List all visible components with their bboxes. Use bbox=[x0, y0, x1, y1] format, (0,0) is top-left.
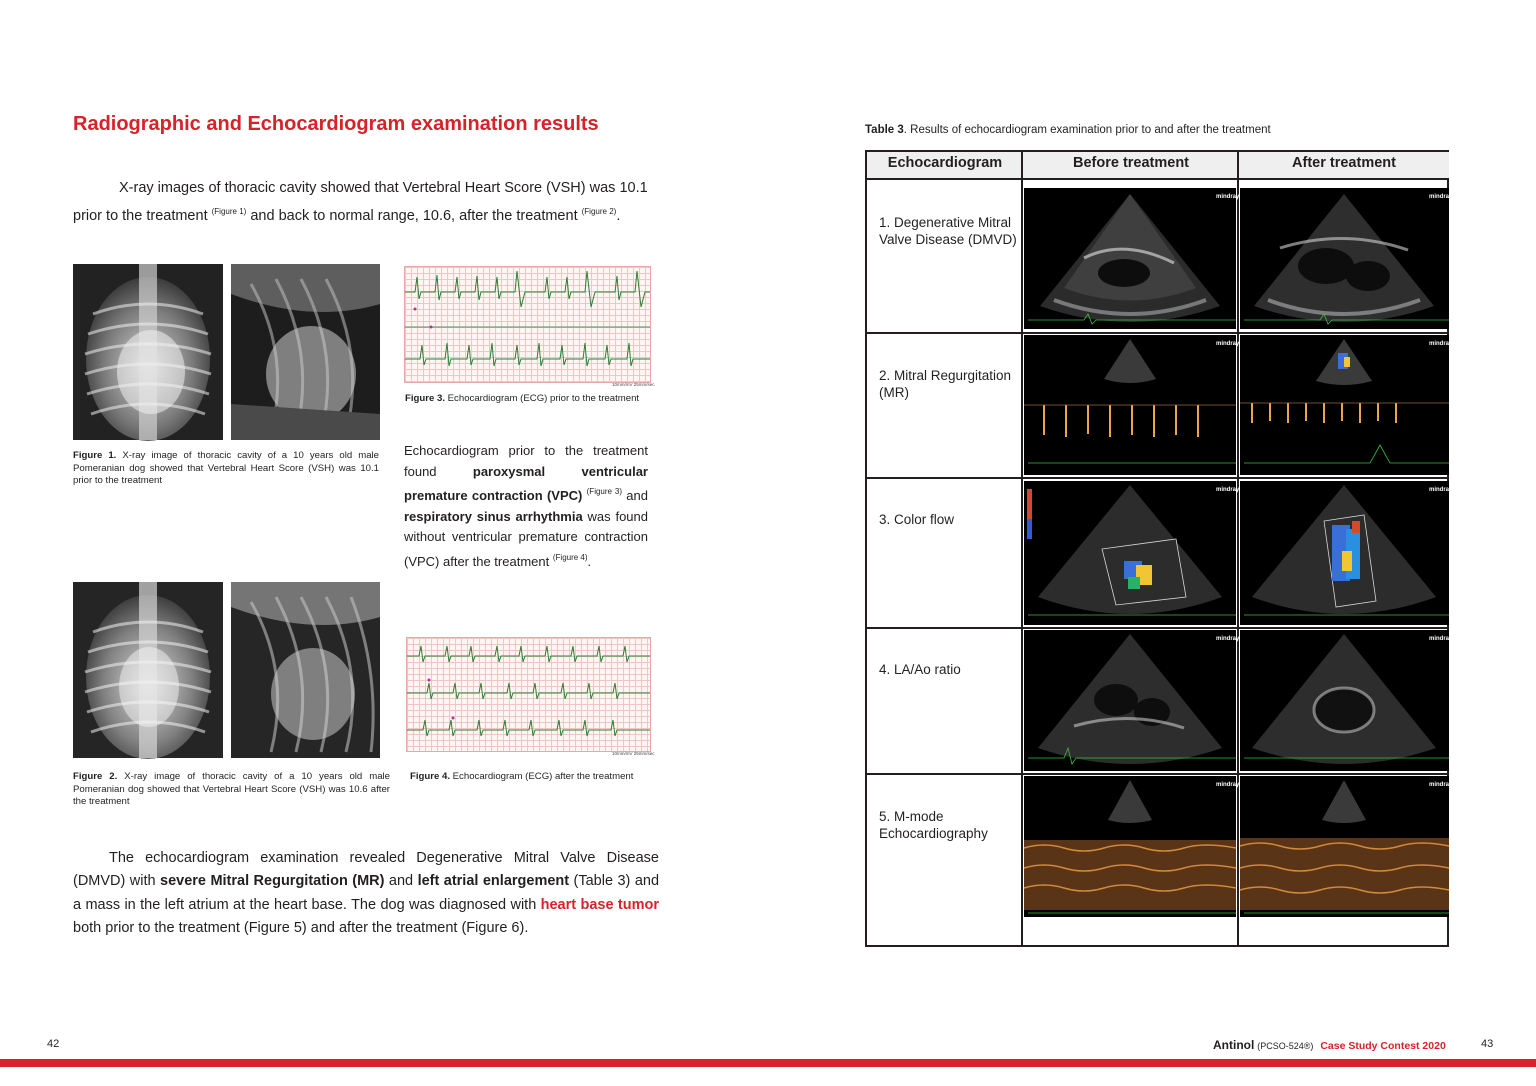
figure3-text: Echocardiogram (ECG) prior to the treatment bbox=[447, 393, 640, 404]
figure2-text: X-ray image of thoracic cavity of a 10 years old male Pomeranian dog showed that Vertebral Heart Score (VSH) was 10.6 after the treatment bbox=[73, 771, 391, 807]
xray-lateral-before-image bbox=[231, 264, 380, 440]
svg-text:mindray: mindray bbox=[1216, 782, 1240, 788]
vpc-highlight: paroxysmal ventricular premature contraction (VPC) bbox=[404, 463, 648, 504]
table-row-label-mr: 2. Mitral Regurgitation (MR) bbox=[879, 368, 1012, 400]
figure4-ref: (Figure 4) bbox=[552, 552, 588, 562]
echo-mr-before-image bbox=[1024, 335, 1240, 475]
table3-label: Table 3 bbox=[865, 124, 904, 136]
table-header-after: After treatment bbox=[1239, 152, 1449, 180]
echo-mr-after-image bbox=[1240, 335, 1453, 475]
svg-text:mindray: mindray bbox=[1429, 194, 1453, 200]
vhs-paragraph-line1: X-ray images of thoracic cavity showed that Vertebral Heart Score (VSH) was 10.1 bbox=[119, 180, 648, 196]
figure3-caption bbox=[405, 393, 639, 406]
mr-highlight: severe Mitral Regurgitation (MR) bbox=[160, 873, 385, 890]
section-title: Radiographic and Echocardiogram examination results bbox=[73, 113, 599, 135]
table-header-before: Before treatment bbox=[1023, 152, 1239, 180]
table-divider bbox=[1021, 152, 1023, 945]
echo-color-flow-before-image bbox=[1024, 481, 1240, 625]
svg-text:mindray: mindray bbox=[1429, 636, 1453, 642]
svg-text:mindray: mindray bbox=[1216, 341, 1240, 347]
figure4-caption bbox=[410, 771, 633, 784]
figure1-text: X-ray image of thoracic cavity of a 10 years old male Pomeranian dog showed that Vertebral Heart Score (VSH) was 10.1 prior to the treatment bbox=[73, 450, 380, 486]
ecg-before-image bbox=[404, 266, 651, 383]
table-row-divider bbox=[867, 332, 1447, 334]
ecg-after-scale: 10mm/mV 25mm/sec bbox=[612, 751, 655, 756]
vhs-paragraph: X-ray images of thoracic cavity showed that Vertebral Heart Score (VSH) was 10.1 prior to the treatment $^{(Figure 1)}$ and back to normal range, 10.6, after the treatment $^{(Figure 2)}$. bbox=[73, 177, 663, 228]
la-enlargement-highlight: left atrial enlargement bbox=[417, 873, 570, 890]
figure1-ref: (Figure 1) bbox=[211, 207, 247, 216]
page-number-left: 42 bbox=[47, 1038, 60, 1050]
footer-bar bbox=[0, 1059, 1536, 1067]
figure2-caption bbox=[73, 771, 390, 809]
table-divider bbox=[1237, 152, 1239, 945]
echo-mmode-after-image bbox=[1240, 776, 1453, 917]
figure3-label: Figure 3. bbox=[405, 393, 445, 404]
svg-text:mindray: mindray bbox=[1216, 487, 1240, 493]
vhs-paragraph-line2-b: and back to normal range, 10.6, after the treatment bbox=[250, 208, 578, 224]
heart-base-tumor-highlight: heart base tumor bbox=[540, 896, 659, 913]
figure4-text: Echocardiogram (ECG) after the treatment bbox=[452, 771, 634, 782]
svg-text:mindray: mindray bbox=[1429, 782, 1453, 788]
page-number-right: 43 bbox=[1481, 1038, 1494, 1050]
table-row-label-mmode: 5. M-mode Echocardiography bbox=[879, 809, 988, 841]
figure4-label: Figure 4. bbox=[410, 771, 450, 782]
echo-la-ao-after-image bbox=[1240, 630, 1453, 771]
echo-la-ao-before-image bbox=[1024, 630, 1240, 771]
table-row-label-color-flow: 3. Color flow bbox=[879, 512, 955, 527]
diagnosis-paragraph: The echocardiogram examination revealed Degenerative Mitral Valve Disease (DMVD) with severe Mitral Regurgitation (MR) and left atrial enlargement (Table 3) and a mass in the left atrium at the heart base. The dog was diagnosed with heart base tumor both prior to the treatment (Figure 5) and after the treatment (Figure 6). bbox=[73, 850, 660, 937]
ecg-before-scale: 10mm/mV 25mm/sec bbox=[612, 382, 655, 387]
echo-dmvd-after-image bbox=[1240, 188, 1453, 329]
echo-mmode-before-image bbox=[1024, 776, 1240, 917]
figure2-ref: (Figure 2) bbox=[581, 207, 617, 216]
xray-vd-after-image bbox=[73, 582, 223, 758]
ecg-paragraph: Echocardiogram prior to the treatment found paroxysmal ventricular premature contraction (VPC) $^{(Figure 3)}$ and respiratory sinus arrhythmia was found without ventricular premature contraction (VPC) after the treatment $^{(Figure 4)}$. bbox=[404, 443, 648, 569]
brand-logo: Antinol bbox=[1213, 1038, 1255, 1052]
figure1-label: Figure 1. bbox=[73, 450, 117, 461]
figure1-caption bbox=[73, 450, 379, 488]
contest-label: Case Study Contest 2020 bbox=[1320, 1040, 1446, 1052]
footer-brand bbox=[1213, 1038, 1446, 1052]
svg-text:mindray: mindray bbox=[1429, 341, 1453, 347]
svg-text:mindray: mindray bbox=[1216, 636, 1240, 642]
table-row-divider bbox=[867, 477, 1447, 479]
sinus-arrhythmia-highlight: respiratory sinus arrhythmia bbox=[404, 508, 583, 524]
echo-dmvd-before-image bbox=[1024, 188, 1240, 329]
vhs-paragraph-line2-a: prior to the treatment bbox=[73, 208, 208, 224]
figure2-label: Figure 2. bbox=[73, 771, 118, 782]
xray-lateral-after-image bbox=[231, 582, 380, 758]
table-row-label-dmvd: 1. Degenerative Mitral Valve Disease (DMVD) bbox=[879, 215, 1017, 247]
table-row-divider bbox=[867, 627, 1447, 629]
brand-sub: (PCSO-524®) bbox=[1257, 1041, 1314, 1051]
echo-results-table bbox=[865, 150, 1453, 947]
svg-text:mindray: mindray bbox=[1216, 194, 1240, 200]
svg-text:mindray: mindray bbox=[1429, 487, 1453, 493]
xray-vd-before-image bbox=[73, 264, 223, 440]
table-header-echocardiogram: Echocardiogram bbox=[867, 152, 1023, 180]
echo-color-flow-after-image bbox=[1240, 481, 1453, 625]
table-row-label-la-ao: 4. LA/Ao ratio bbox=[879, 662, 961, 677]
figure3-ref: (Figure 3) bbox=[586, 487, 622, 497]
table3-title: Table 3. Results of echocardiogram examination prior to and after the treatment bbox=[865, 124, 1271, 136]
table-row-divider bbox=[867, 773, 1447, 775]
ecg-after-image bbox=[406, 637, 651, 752]
